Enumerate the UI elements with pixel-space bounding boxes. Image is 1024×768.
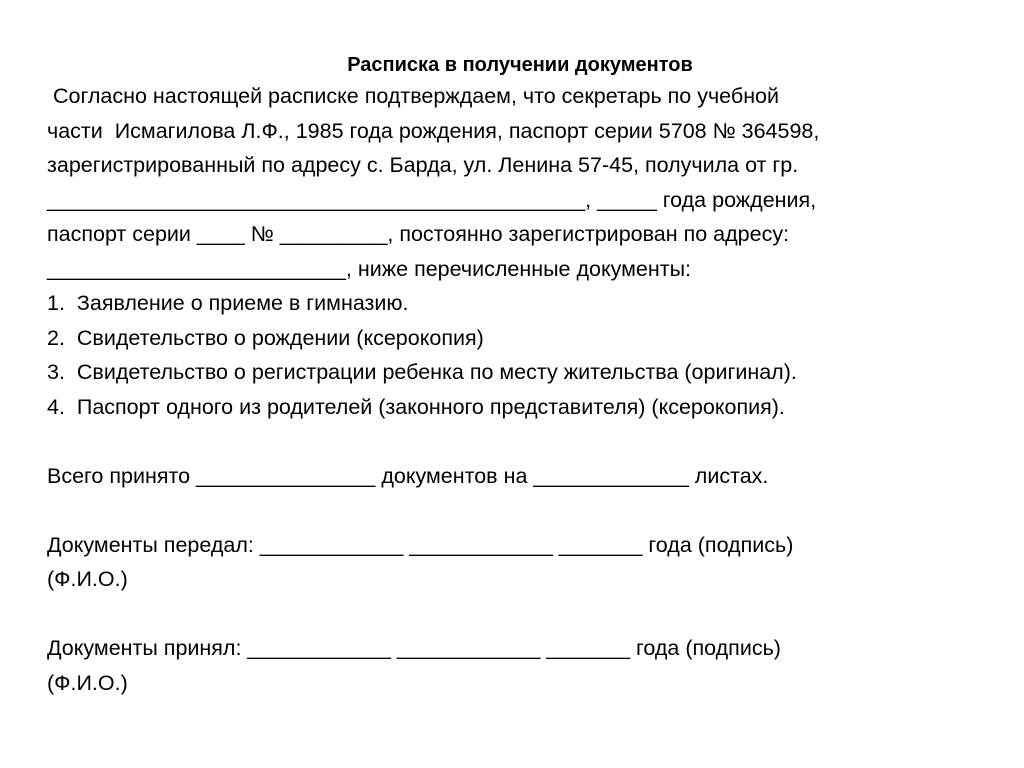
body-line-3: зарегистрированный по адресу с. Барда, ул. Ленина 57-45, получила от гр.: [47, 153, 799, 177]
spacer: [47, 597, 1007, 632]
list-item: 1. Заявление о приеме в гимназию.: [47, 291, 409, 315]
body-line-1: Согласно настоящей расписке подтверждаем, что секретарь по учебной: [47, 84, 780, 108]
list-item: 2. Свидетельство о рождении (ксерокопия): [47, 325, 484, 350]
body-line-4: _____________________________________________, _____ года рождения,: [47, 187, 817, 212]
received-name-label: (Ф.И.О.): [47, 670, 128, 695]
spacer: [47, 493, 1007, 528]
receipt-document: [47, 51, 1007, 700]
body-line-5: паспорт серии ____ № _________, постоянно зарегистрирован по адресу:: [47, 222, 790, 246]
spacer: [47, 424, 1007, 459]
document-title: Расписка в получении документов: [347, 54, 693, 76]
total-documents-line: Всего принято _______________ документов на _____________ листах.: [47, 463, 769, 488]
handed-over-line: Документы передал: ____________ ____________ _______ года (подпись): [47, 532, 794, 557]
received-line: Документы принял: ____________ ____________ _______ года (подпись): [47, 636, 781, 660]
list-item: 3. Свидетельство о регистрации ребенка по месту жительства (оригинал).: [47, 360, 797, 384]
body-line-6: _________________________, ниже перечисленные документы:: [47, 256, 692, 281]
list-item: 4. Паспорт одного из родителей (законного представителя) (ксерокопия).: [47, 394, 785, 419]
body-line-2: части Исмагилова Л.Ф., 1985 года рождения, паспорт серии 5708 № 364598,: [47, 118, 820, 143]
handed-over-name-label: (Ф.И.О.): [47, 567, 128, 591]
